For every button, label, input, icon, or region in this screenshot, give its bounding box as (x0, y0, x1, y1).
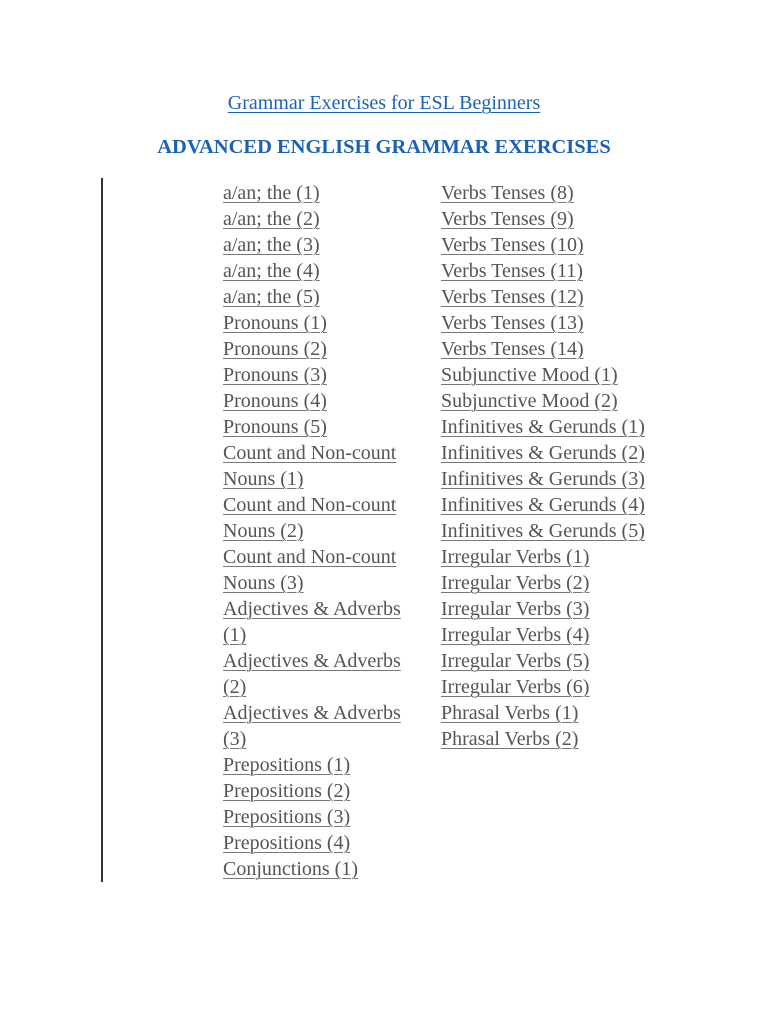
exercise-link-articles-1[interactable]: a/an; the (1) (223, 182, 320, 204)
exercise-link-irregular-verbs-2[interactable]: Irregular Verbs (2) (441, 572, 590, 594)
exercise-link-articles-4[interactable]: a/an; the (4) (223, 260, 320, 282)
exercise-link-adjectives-2[interactable]: Adjectives & Adverbs (2) (223, 650, 401, 698)
exercise-link-infinitives-2[interactable]: Infinitives & Gerunds (2) (441, 442, 645, 464)
exercise-link-irregular-verbs-5[interactable]: Irregular Verbs (5) (441, 650, 590, 672)
exercise-link-infinitives-3[interactable]: Infinitives & Gerunds (3) (441, 468, 645, 490)
exercise-link-prepositions-2[interactable]: Prepositions (2) (223, 780, 351, 802)
exercise-link-phrasal-verbs-2[interactable]: Phrasal Verbs (2) (441, 728, 579, 750)
exercise-link-pronouns-4[interactable]: Pronouns (4) (223, 390, 327, 412)
exercise-link-articles-2[interactable]: a/an; the (2) (223, 208, 320, 230)
exercise-link-verb-tenses-11[interactable]: Verbs Tenses (11) (441, 260, 583, 282)
page-title: ADVANCED ENGLISH GRAMMAR EXERCISES (157, 136, 611, 158)
exercise-link-verb-tenses-14[interactable]: Verbs Tenses (14) (441, 338, 584, 360)
exercise-link-pronouns-1[interactable]: Pronouns (1) (223, 312, 327, 334)
exercise-link-phrasal-verbs-1[interactable]: Phrasal Verbs (1) (441, 702, 579, 724)
exercise-link-adjectives-1[interactable]: Adjectives & Adverbs (1) (223, 598, 401, 646)
exercise-link-count-nouns-2[interactable]: Count and Non-count Nouns (2) (223, 494, 397, 542)
exercise-link-adjectives-3[interactable]: Adjectives & Adverbs (3) (223, 702, 401, 750)
exercise-link-prepositions-3[interactable]: Prepositions (3) (223, 806, 351, 828)
exercise-link-irregular-verbs-3[interactable]: Irregular Verbs (3) (441, 598, 590, 620)
exercise-link-infinitives-1[interactable]: Infinitives & Gerunds (1) (441, 416, 645, 438)
exercise-link-verb-tenses-13[interactable]: Verbs Tenses (13) (441, 312, 584, 334)
exercise-link-verb-tenses-8[interactable]: Verbs Tenses (8) (441, 182, 574, 204)
exercise-link-articles-3[interactable]: a/an; the (3) (223, 234, 320, 256)
exercise-link-infinitives-5[interactable]: Infinitives & Gerunds (5) (441, 520, 645, 542)
exercise-link-irregular-verbs-1[interactable]: Irregular Verbs (1) (441, 546, 590, 568)
exercise-link-irregular-verbs-4[interactable]: Irregular Verbs (4) (441, 624, 590, 646)
exercise-list-left (223, 180, 429, 882)
exercise-link-verb-tenses-9[interactable]: Verbs Tenses (9) (441, 208, 574, 230)
exercise-link-prepositions-4[interactable]: Prepositions (4) (223, 832, 351, 854)
exercise-link-prepositions-1[interactable]: Prepositions (1) (223, 754, 351, 776)
exercise-link-verb-tenses-10[interactable]: Verbs Tenses (10) (441, 234, 584, 256)
exercise-link-pronouns-5[interactable]: Pronouns (5) (223, 416, 327, 438)
beginners-exercises-link[interactable]: Grammar Exercises for ESL Beginners (227, 92, 541, 114)
exercise-link-conjunctions-1[interactable]: Conjunctions (1) (223, 858, 358, 880)
exercise-link-subjunctive-2[interactable]: Subjunctive Mood (2) (441, 390, 618, 412)
exercise-link-pronouns-3[interactable]: Pronouns (3) (223, 364, 327, 386)
exercise-link-irregular-verbs-6[interactable]: Irregular Verbs (6) (441, 676, 590, 698)
vertical-divider (101, 178, 103, 882)
exercise-link-subjunctive-1[interactable]: Subjunctive Mood (1) (441, 364, 618, 386)
exercise-link-verb-tenses-12[interactable]: Verbs Tenses (12) (441, 286, 584, 308)
exercise-list-right (441, 180, 651, 752)
exercise-link-infinitives-4[interactable]: Infinitives & Gerunds (4) (441, 494, 645, 516)
exercise-link-count-nouns-3[interactable]: Count and Non-count Nouns (3) (223, 546, 397, 594)
exercise-link-articles-5[interactable]: a/an; the (5) (223, 286, 320, 308)
exercise-link-pronouns-2[interactable]: Pronouns (2) (223, 338, 327, 360)
exercise-link-count-nouns-1[interactable]: Count and Non-count Nouns (1) (223, 442, 397, 490)
